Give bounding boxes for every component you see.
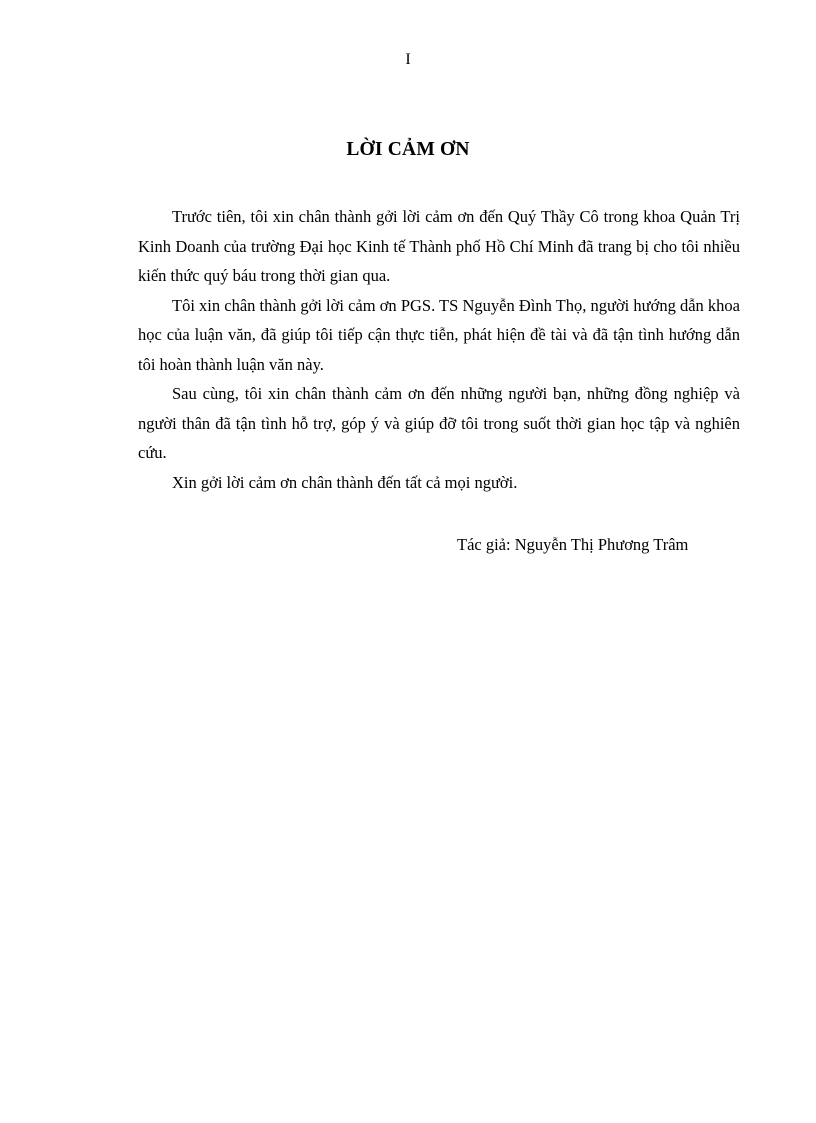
acknowledgement-body <box>138 202 740 497</box>
paragraph-2: Tôi xin chân thành gởi lời cảm ơn PGS. TS Nguyễn Đình Thọ, người hướng dẫn khoa học của luận văn, đã giúp tôi tiếp cận thực tiễn, phát hiện đề tài và đã tận tình hướng dẫn tôi hoàn thành luận văn này. <box>138 295 740 374</box>
paragraph-1: Trước tiên, tôi xin chân thành gởi lời cảm ơn đến Quý Thầy Cô trong khoa Quản Trị Kinh Doanh của trường Đại học Kinh tế Thành phố Hồ Chí Minh đã trang bị cho tôi nhiều kiến thức quý báu trong thời gian qua. <box>138 207 740 285</box>
page-title: LỜI CẢM ƠN <box>346 139 470 160</box>
paragraph-4: Xin gởi lời cảm ơn chân thành đến tất cả mọi người. <box>172 472 518 492</box>
author-signature: Tác giả: Nguyễn Thị Phương Trâm <box>457 535 689 554</box>
paragraph-3: Sau cùng, tôi xin chân thành cảm ơn đến những người bạn, những đồng nghiệp và người thân đã tận tình hỗ trợ, góp ý và giúp đỡ tôi trong suốt thời gian học tập và nghiên cứu. <box>138 384 740 462</box>
page-number: I <box>405 51 411 68</box>
